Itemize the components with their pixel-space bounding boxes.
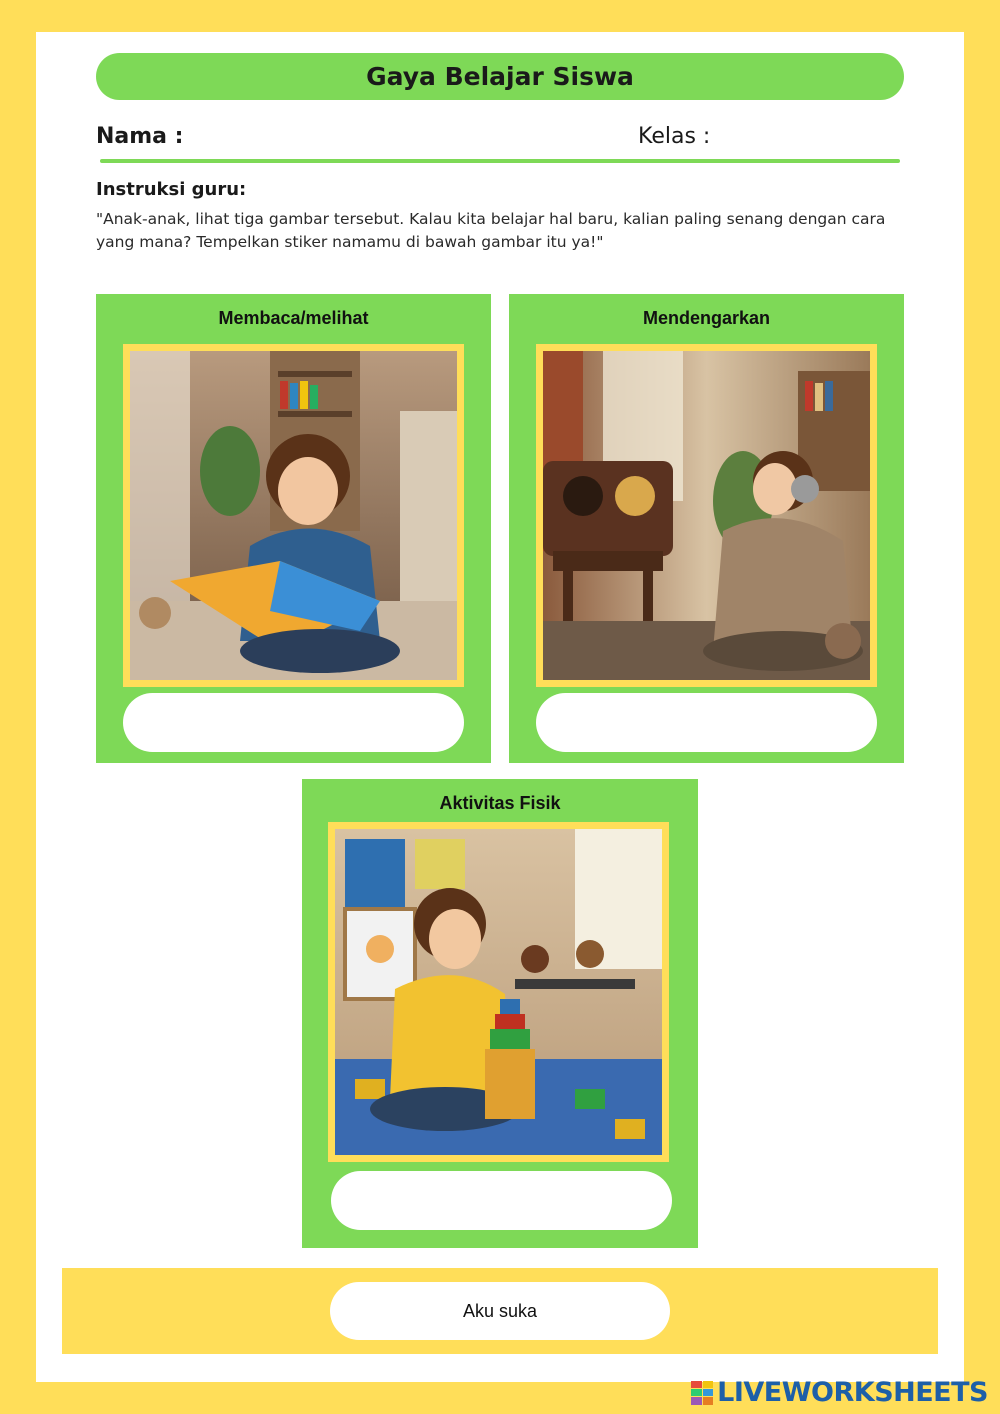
liveworksheets-logo-icon [691, 1381, 713, 1405]
card-label-reading: Membaca/melihat [218, 308, 369, 328]
photo-frame-listening [536, 344, 877, 687]
instruction-text: "Anak-anak, lihat tiga gambar tersebut. Kalau kita belajar hal baru, kalian paling senang dengan cara yang mana? Tempelkan stiker namamu di bawah gambar itu ya!" [96, 210, 886, 251]
card-label-physical: Aktivitas Fisik [439, 793, 561, 813]
liveworksheets-logo [691, 1377, 988, 1408]
child-playing-blocks-image [335, 829, 662, 1155]
nama-label: Nama : [96, 124, 184, 149]
title-banner [96, 53, 904, 100]
page-title: Gaya Belajar Siswa [366, 62, 634, 91]
card-physical [302, 779, 698, 1248]
aku-suka-field[interactable]: Aku suka [330, 1282, 670, 1340]
child-listening-image [543, 351, 870, 680]
photo-frame-physical [328, 822, 669, 1162]
answer-box-listening[interactable] [536, 693, 877, 752]
child-reading-image [130, 351, 457, 680]
liveworksheets-logo-text: LIVEWORKSHEETS [717, 1377, 988, 1408]
card-reading [96, 294, 491, 763]
card-listening [509, 294, 904, 763]
instruction-heading: Instruksi guru: [96, 179, 247, 200]
worksheet-page [36, 32, 964, 1382]
name-underline [100, 159, 900, 163]
answer-box-reading[interactable] [123, 693, 464, 752]
card-label-listening: Mendengarkan [642, 308, 771, 328]
photo-frame-reading [123, 344, 464, 687]
answer-box-physical[interactable] [331, 1171, 672, 1230]
answer-band [62, 1268, 938, 1354]
kelas-label: Kelas : [638, 124, 711, 149]
